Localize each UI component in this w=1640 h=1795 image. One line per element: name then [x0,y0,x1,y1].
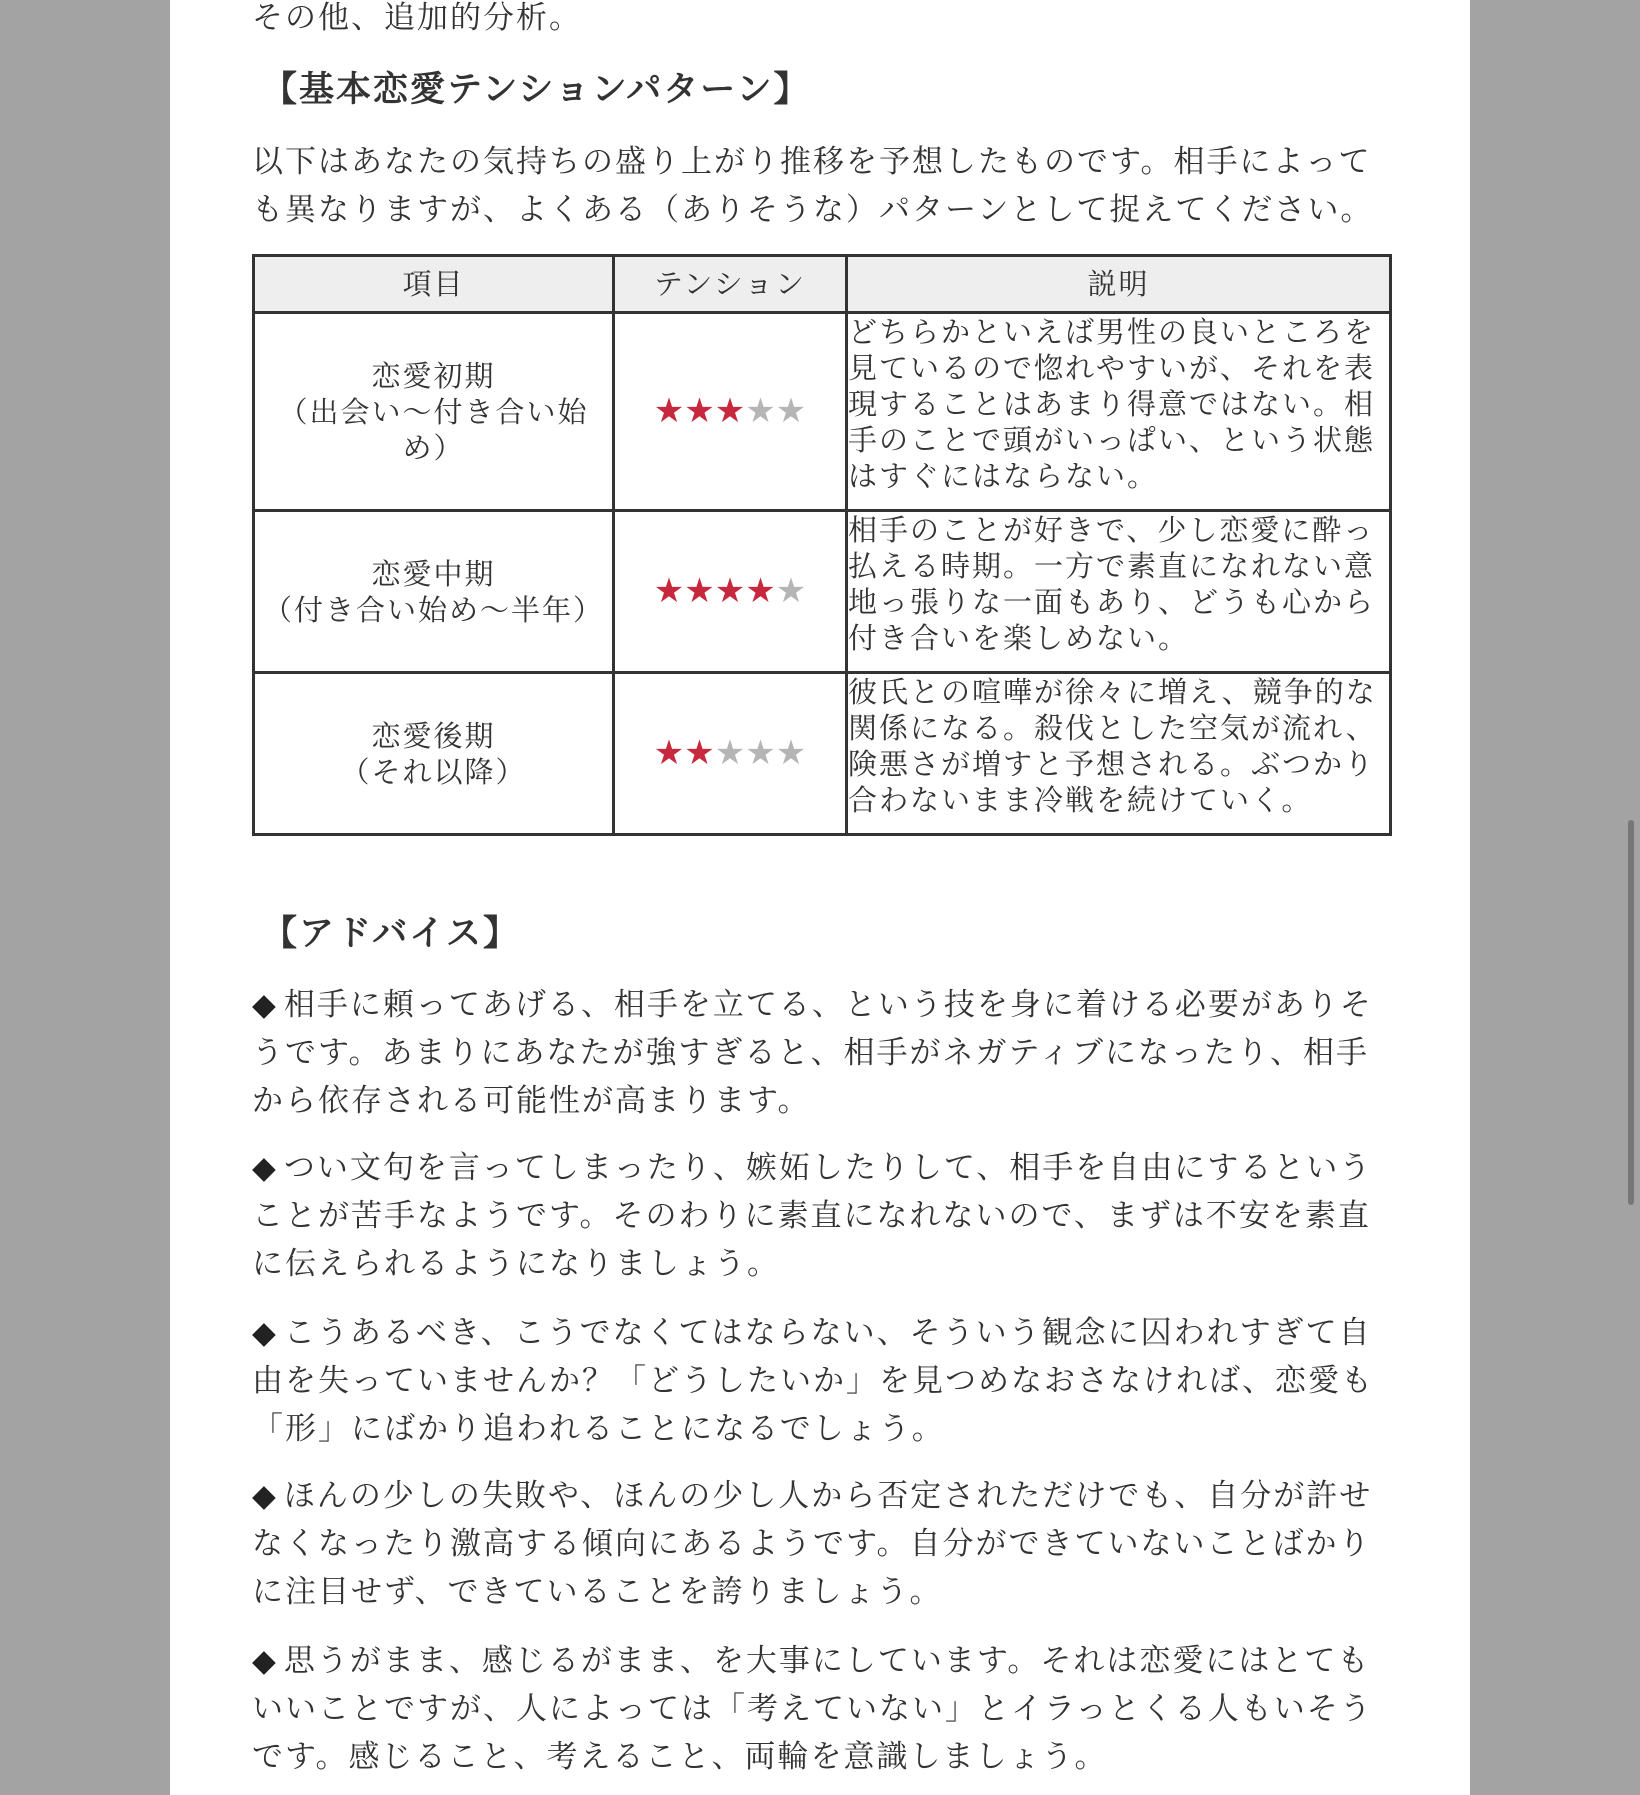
star-rating [614,511,847,673]
table-row [254,511,1391,673]
advice-text: ほんの少しの失敗や、ほんの少し人から否定されただけでも、自分が許せなくなったり激高する傾向にあるようです。自分ができていないことばかりに注目せず、できていることを誇りましょう。 [252,1478,1373,1610]
star-rating [614,673,847,835]
tension-pattern-intro: 以下はあなたの気持ちの盛り上がり推移を予想したものです。相手によっても異なりますが、よくある（ありそうな）パターンとして捉えてください。 [252,144,1374,228]
advice-text: つい文句を言ってしまったり、嫉妬したりして、相手を自由にするということが苦手なようです。そのわりに素直になれないので、まずは不安を素直に伝えられるようになりましょう。 [252,1150,1373,1282]
star-rating [614,313,847,511]
intro-top-text: その他、追加的分析。 [252,0,582,36]
row-item-period: （出会い〜付き合い始め） [278,394,589,465]
diamond-bullet-icon: ◆ [252,1150,278,1186]
row-item-title: 恋愛中期 [371,556,496,591]
row-item-period: （それ以降） [340,754,527,789]
table-header-row [254,256,1391,313]
star-empty-icon: ★ [775,571,807,611]
star-filled-icon: ★ [684,733,715,773]
advice-heading: 【アドバイス】 [262,913,520,954]
header-tension: テンション [614,256,847,313]
diamond-bullet-icon: ◆ [252,1315,278,1351]
advice-text: 相手に頼ってあげる、相手を立てる、という技を身に着ける必要がありそうです。あまりにあなたが強すぎると、相手がネガティブになったり、相手から依存される可能性が高まります。 [252,987,1373,1119]
star-filled-icon: ★ [714,571,746,611]
advice-item [252,1309,1392,1453]
advice-item [252,1144,1392,1288]
star-filled-icon: ★ [684,571,715,611]
star-filled-icon: ★ [653,391,685,431]
diamond-bullet-icon: ◆ [252,1478,278,1514]
row-description: 相手のことが好きで、少し恋愛に酔っ払える時期。一方で素直になれない意地っ張りな一面もあり、どうも心から付き合いを楽しめない。 [847,511,1391,673]
advice-text: こうあるべき、こうでなくてはならない、そういう観念に囚われすぎて自由を失っていませんか？「どうしたいか」を見つめなおさなければ、恋愛も「形」にばかり追われることになるでしょう。 [252,1315,1374,1447]
advice-text: 思うがまま、感じるがまま、を大事にしています。それは恋愛にはとてもいいことですが、人によっては「考えていない」とイラっとくる人もいそうです。感じること、考えること、両輪を意識しましょう。 [252,1643,1373,1775]
row-item-title: 恋愛後期 [371,718,496,753]
star-empty-icon: ★ [745,391,776,431]
star-filled-icon: ★ [745,571,776,611]
diamond-bullet-icon: ◆ [252,1643,278,1679]
table-row [254,313,1391,511]
advice-item [252,981,1392,1125]
scrollbar-thumb[interactable] [1628,820,1634,1205]
tension-pattern-heading: 【基本恋愛テンションパターン】 [262,69,811,110]
table-row [254,673,1391,835]
diamond-bullet-icon: ◆ [252,987,278,1023]
star-filled-icon: ★ [714,391,746,431]
row-item-title: 恋愛初期 [371,358,496,393]
row-item-cell [254,511,614,673]
row-description: どちらかといえば男性の良いところを見ているので惚れやすいが、それを表現することはあまり得意ではない。相手のことで頭がいっぱい、という状態はすぐにはならない。 [847,313,1391,511]
article-page [170,0,1470,1795]
header-item: 項目 [254,256,614,313]
star-filled-icon: ★ [653,733,685,773]
advice-item [252,1637,1392,1781]
star-empty-icon: ★ [775,733,807,773]
header-description: 説明 [847,256,1391,313]
star-empty-icon: ★ [745,733,776,773]
advice-item [252,1472,1392,1616]
star-filled-icon: ★ [653,571,685,611]
row-item-cell [254,313,614,511]
row-item-period: （付き合い始め〜半年） [262,592,604,627]
row-description: 彼氏との喧嘩が徐々に増え、競争的な関係になる。殺伐とした空気が流れ、険悪さが増すと予想される。ぶつかり合わないまま冷戦を続けていく。 [847,673,1391,835]
star-empty-icon: ★ [714,733,746,773]
star-empty-icon: ★ [775,391,807,431]
star-filled-icon: ★ [684,391,715,431]
tension-table [252,254,1392,836]
row-item-cell [254,673,614,835]
